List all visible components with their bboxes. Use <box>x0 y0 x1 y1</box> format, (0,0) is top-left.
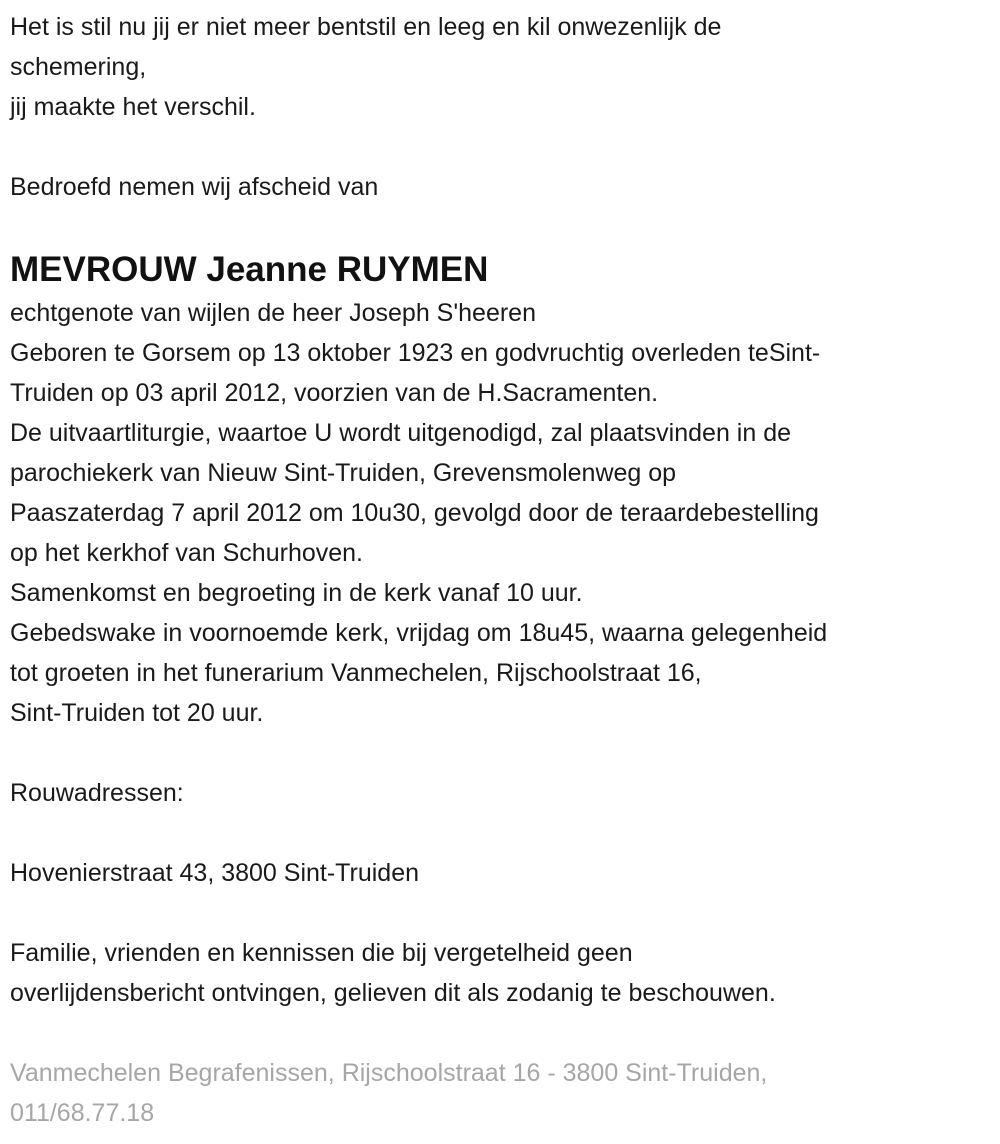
body-line: De uitvaartliturgie, waartoe U wordt uitgenodigd, zal plaatsvinden in de <box>10 419 792 447</box>
intro-text: Bedroefd nemen wij afscheid van <box>10 173 379 201</box>
body-line: parochiekerk van Nieuw Sint-Truiden, Grevensmolenweg op <box>10 459 677 487</box>
notice <box>10 933 990 1013</box>
footer-phone: 011/68.77.18 <box>10 1099 155 1127</box>
body-line: Truiden op 03 april 2012, voorzien van de H.Sacramenten. <box>10 379 659 407</box>
body-line: op het kerkhof van Schurhoven. <box>10 539 364 567</box>
footer-line: Vanmechelen Begrafenissen, Rijschoolstraat 16 - 3800 Sint-Truiden, <box>10 1059 768 1087</box>
body-line: echtgenote van wijlen de heer Joseph S'heeren <box>10 299 536 327</box>
notice-line: overlijdensbericht ontvingen, gelieven dit als zodanig te beschouwen. <box>10 979 776 1007</box>
body-line: Gebedswake in voornoemde kerk, vrijdag om 18u45, waarna gelegenheid <box>10 619 828 647</box>
body-line: Paaszaterdag 7 april 2012 om 10u30, gevolgd door de teraardebestelling <box>10 499 819 527</box>
poem-line: jij maakte het verschil. <box>10 93 256 121</box>
poem-line: schemering, <box>10 53 147 81</box>
body-line: Geboren te Gorsem op 13 oktober 1923 en godvruchtig overleden teSint- <box>10 339 821 367</box>
addresses-label: Rouwadressen: <box>10 779 184 807</box>
funeral-home-footer <box>10 1053 990 1133</box>
body-line: Samenkomst en begroeting in de kerk vanaf 10 uur. <box>10 579 583 607</box>
obituary-body <box>10 293 990 733</box>
body-line: Sint-Truiden tot 20 uur. <box>10 699 264 727</box>
poem-line: Het is stil nu jij er niet meer bentstil en leeg en kil onwezenlijk de <box>10 13 722 41</box>
poem <box>10 7 990 127</box>
notice-line: Familie, vrienden en kennissen die bij vergetelheid geen <box>10 939 633 967</box>
body-line: tot groeten in het funerarium Vanmechelen, Rijschoolstraat 16, <box>10 659 702 687</box>
deceased-name: MEVROUW Jeanne RUYMEN <box>10 250 489 289</box>
mourning-address: Hovenierstraat 43, 3800 Sint-Truiden <box>10 859 420 887</box>
